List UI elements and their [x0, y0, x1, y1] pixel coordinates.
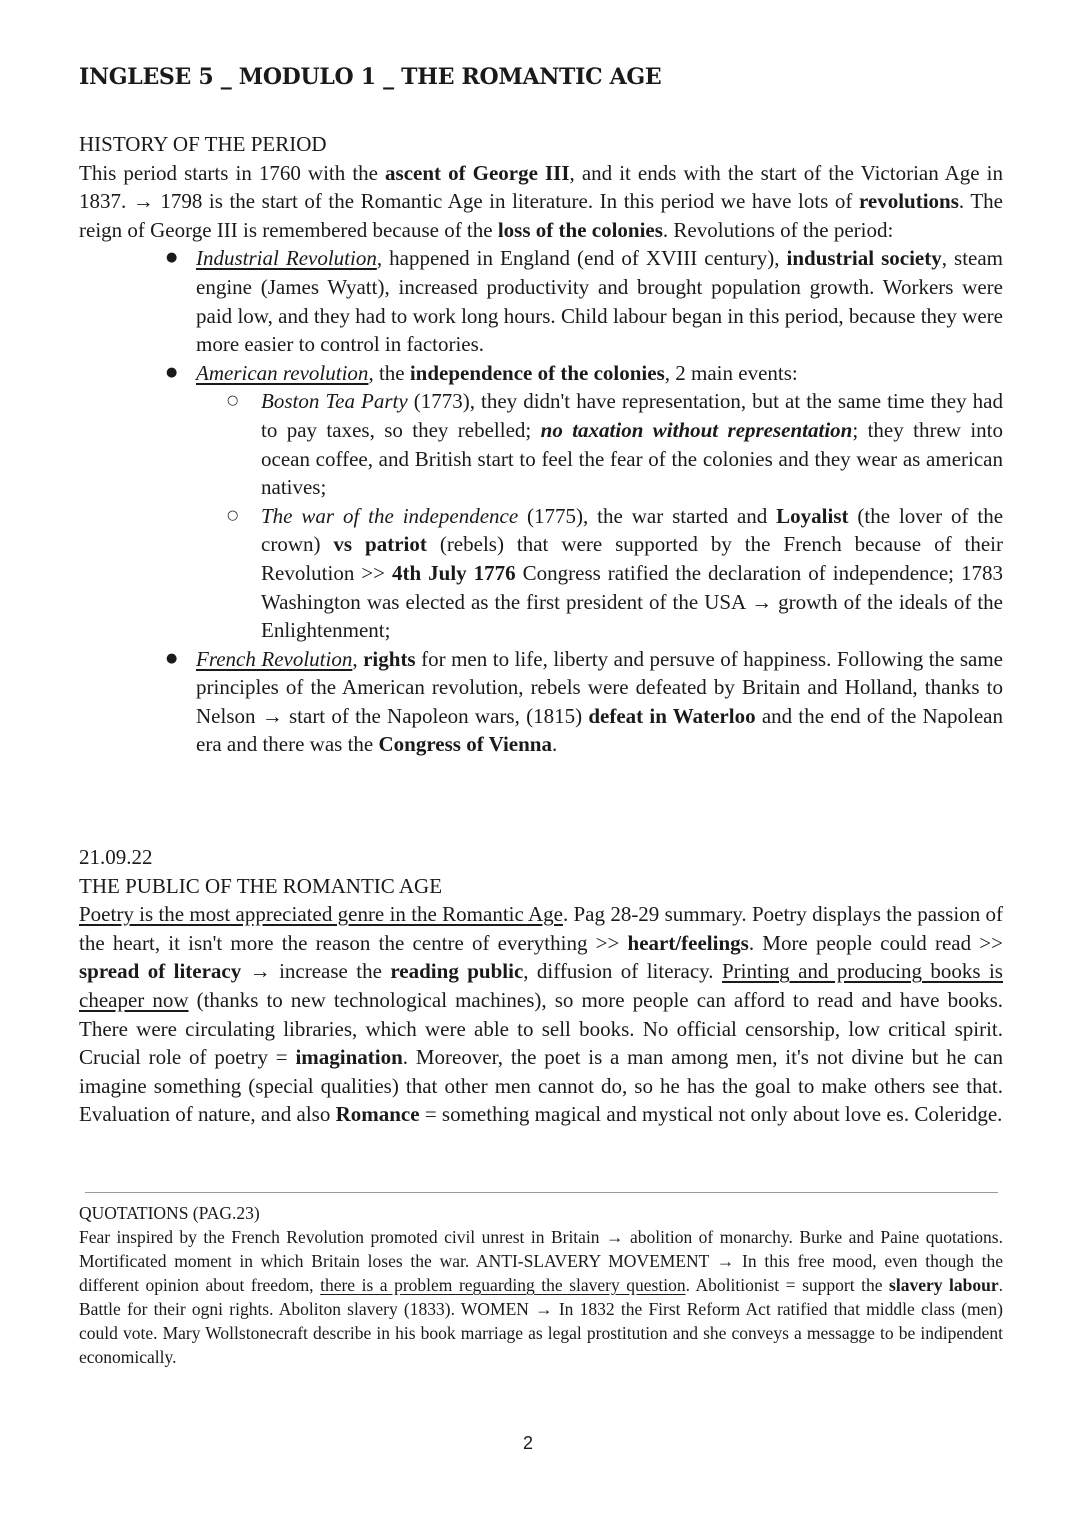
public-section	[79, 843, 1003, 1129]
quotations-heading: QUOTATIONS (PAG.23)	[79, 1203, 260, 1223]
public-paragraph: Poetry is the most appreciated genre in the Romantic Age. Pag 28-29 summary. Poetry displays the passion of the heart, it isn't more the reason the centre of everything >> heart/feelings. More people could read >> spread of literacy → increase the reading public, diffusion of literacy. Printing and producing books is cheaper now (thanks to new technological machines), so more people can afford to read and have books. There were circulating libraries, which were able to sell books. No official censorship, low critical spirit. Crucial role of poetry = imagination. Moreover, the poet is a man among men, it's not divine but he can imagine something (special qualities) that other men cannot do, so he has the goal to make others see that. Evaluation of nature, and also Romance = something magical and mystical not only about love es. Coleridge.	[79, 902, 1004, 1127]
list-item-french-revolution: ● French Revolution, rights for men to life, liberty and persuve of happiness. Following the same principles of the American revolution, rebels were defeated by Britain and Holland, thanks to Nelson → start of the Napoleon wars, (1815) defeat in Waterloo and the end of the Napolean era and there was the Congress of Vienna.	[196, 645, 1003, 759]
list-item-war-of-independence: ○ The war of the independence (1775), the war started and Loyalist (the lover of the crown) vs patriot (rebels) that were supported by the French because of their Revolution >> 4th July 1776 Congress ratified the declaration of independence; 1783 Washington was elected as the first president of the USA → growth of the ideals of the Enlightenment;	[261, 502, 1003, 645]
list-item-american-revolution: ● American revolution, the independence of the colonies, 2 main events: ○ Boston Tea Party (1773), they didn't have representation, but at the same time they had to pay taxes, so they rebelled; no taxation without representation; they threw into ocean coffee, and British start to feel the fear of the colonies and they wear as american natives; ○ The war of the independence (1775), the war started and Loyalist (the lover of the crown) vs patriot (rebels) that were supported by the French because of their Revolution >> 4th July 1776 Congress ratified the declaration of independence; 1783 Washington was elected as the first president of the USA → growth of the ideals of the Enlightenment;	[196, 359, 1003, 645]
section-divider	[85, 1192, 998, 1193]
history-heading: HISTORY OF THE PERIOD	[79, 132, 327, 156]
history-section	[79, 130, 1003, 759]
page-number: 2	[522, 1433, 533, 1453]
list-item-boston-tea-party: ○ Boston Tea Party (1773), they didn't have representation, but at the same time they had to pay taxes, so they rebelled; no taxation without representation; they threw into ocean coffee, and British start to feel the fear of the colonies and they wear as american natives;	[261, 387, 1003, 501]
history-intro-paragraph: This period starts in 1760 with the ascent of George III, and it ends with the start of the Victorian Age in 1837. → 1798 is the start of the Romantic Age in literature. In this period we have lots of revolutions. The reign of George III is remembered because of the loss of the colonies. Revolutions of the period:	[79, 160, 1003, 242]
public-heading: THE PUBLIC OF THE ROMANTIC AGE	[79, 873, 443, 898]
document-title: INGLESE 5 _ MODULO 1 _ THE ROMANTIC AGE	[79, 64, 662, 90]
quotations-section	[79, 1201, 1003, 1369]
quotations-paragraph: Fear inspired by the French Revolution promoted civil unrest in Britain → abolition of monarchy. Burke and Paine quotations. Mortificated moment in which Britain loses the war. ANTI-SLAVERY MOVEMENT → In this free mood, even though the different opinion about freedom, there is a problem reguarding the slavery question. Abolitionist = support the slavery labour. Battle for their ogni rights. Aboliton slavery (1833). WOMEN → In 1832 the First Reform Act ratified that middle class (men) could vote. Mary Wollstonecraft describe in his book marriage as legal prostitution and she conveys a messagge to be indipendent economically.	[79, 1227, 1003, 1367]
list-item-industrial-revolution: ● Industrial Revolution, happened in England (end of XVIII century), industrial society, steam engine (James Wyatt), increased productivity and brought population growth. Workers were paid low, and they had to work long hours. Child labour began in this period, because they were more easier to control in factories.	[196, 244, 1003, 358]
section-date: 21.09.22	[79, 845, 153, 869]
american-events-list	[196, 387, 1003, 644]
revolutions-list	[79, 244, 1003, 759]
